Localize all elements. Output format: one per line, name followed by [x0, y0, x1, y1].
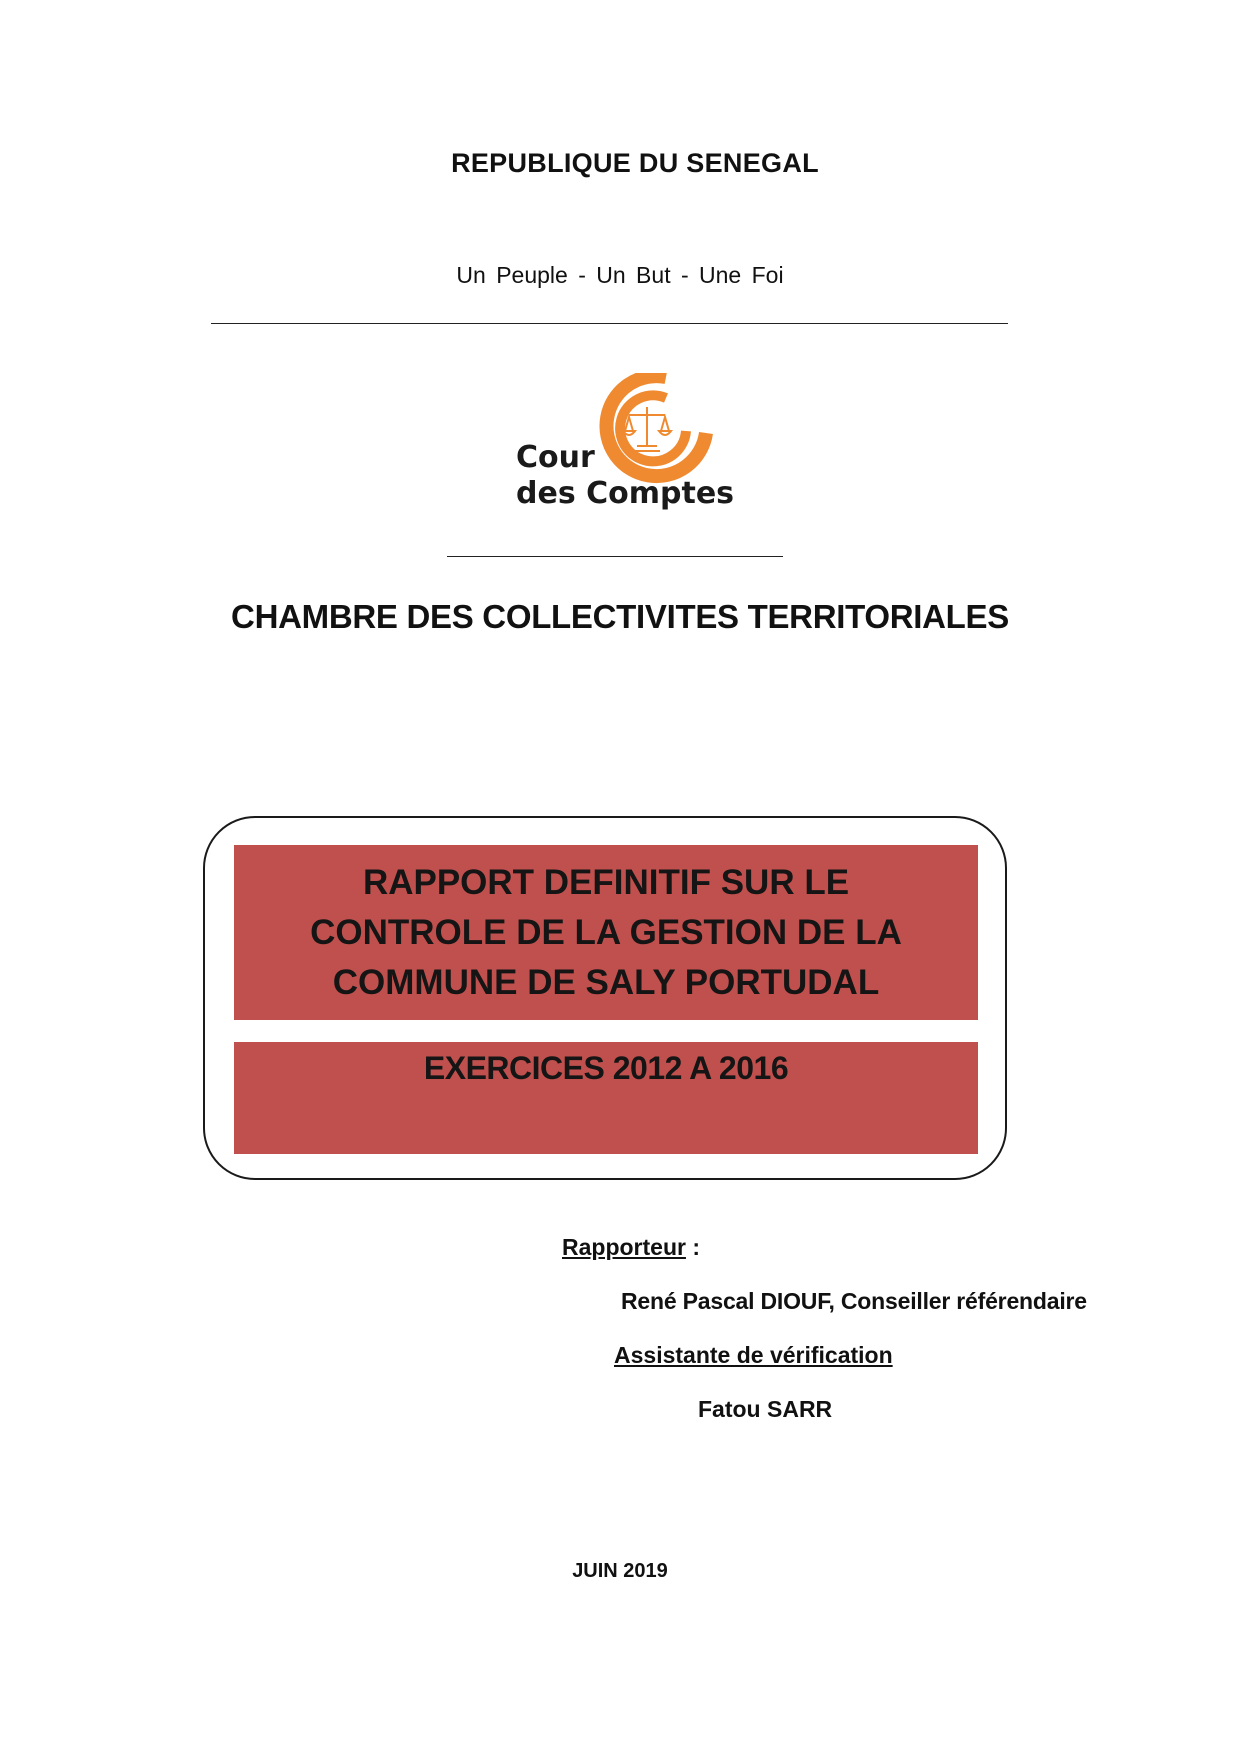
- assistant-name: Fatou SARR: [698, 1396, 833, 1422]
- logo-text-comptes: des Comptes: [516, 476, 735, 511]
- rapporteur-label-text: Rapporteur: [562, 1234, 686, 1260]
- report-period: EXERCICES 2012 A 2016: [423, 1050, 789, 1086]
- report-title-line-3: COMMUNE DE SALY PORTUDAL: [332, 962, 880, 1002]
- top-divider: [211, 323, 1008, 324]
- period-band: [234, 1042, 978, 1154]
- rapporteur-label: [562, 1234, 700, 1261]
- national-motto: Un Peuple - Un But - Une Foi: [456, 262, 784, 288]
- country-heading: REPUBLIQUE DU SENEGAL: [451, 148, 819, 178]
- logo-text-cour: Cour: [516, 440, 595, 475]
- report-title-line-2: CONTROLE DE LA GESTION DE LA: [310, 912, 902, 952]
- report-title-line-1: RAPPORT DEFINITIF SUR LE: [362, 862, 850, 902]
- logo-graphic: [516, 373, 736, 513]
- cour-des-comptes-logo: [516, 373, 736, 513]
- middle-divider: [447, 556, 783, 557]
- chamber-heading: CHAMBRE DES COLLECTIVITES TERRITORIALES: [231, 598, 1009, 635]
- assistant-label: Assistante de vérification: [614, 1342, 893, 1368]
- rapporteur-label-colon: :: [685, 1234, 701, 1260]
- report-date: JUIN 2019: [572, 1560, 668, 1582]
- report-title-band: [234, 845, 978, 1020]
- rapporteur-name: René Pascal DIOUF, Conseiller référendaire: [621, 1288, 1087, 1314]
